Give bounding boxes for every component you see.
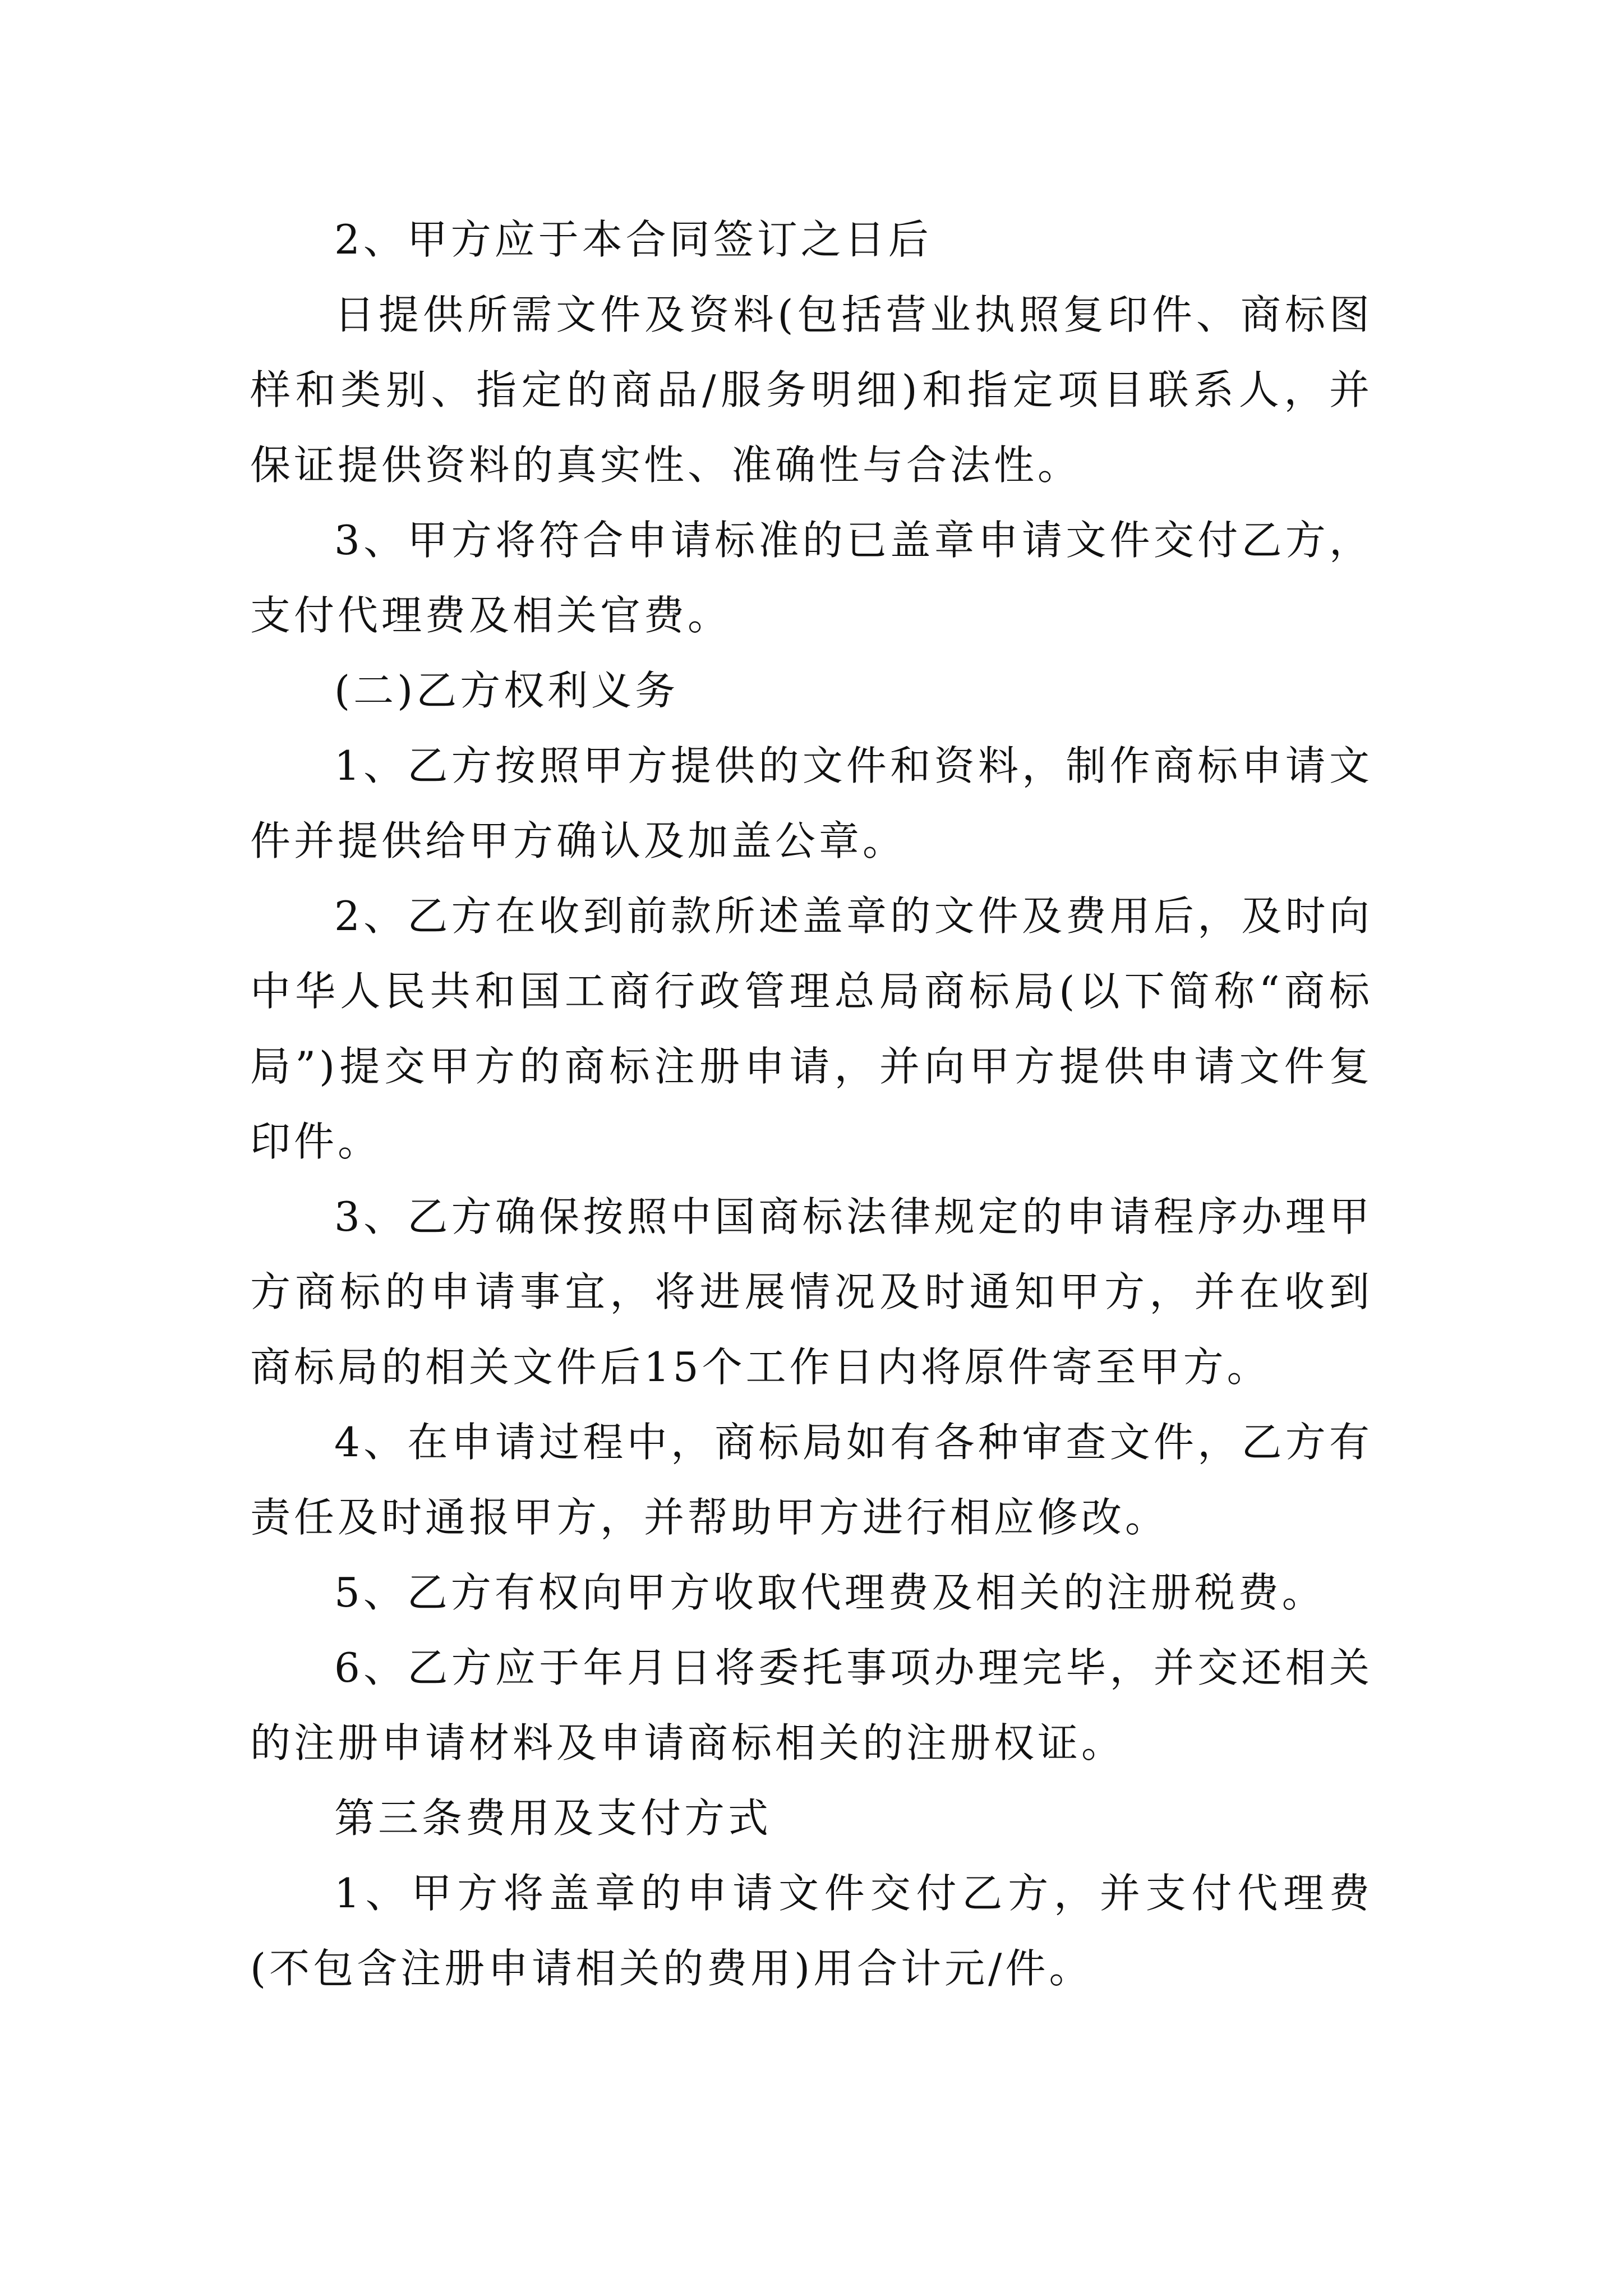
clause-party-b-4: 4、在申请过程中，商标局如有各种审查文件，乙方有责任及时通报甲方，并帮助甲方进行相应修改。 (250, 1419, 1373, 1541)
section-heading-party-b: (二)乙方权利义务 (334, 667, 679, 714)
clause-party-a-2: 2、甲方应于本合同签订之日后 (334, 216, 932, 263)
clause-party-b-2: 2、乙方在收到前款所述盖章的文件及费用后，及时向中华人民共和国工商行政管理总局商标局(以下简称“商标局”)提交甲方的商标注册申请，并向甲方提供申请文件复印件。 (250, 892, 1373, 1165)
article-3-heading: 第三条费用及支付方式 (334, 1795, 772, 1842)
clause-party-b-3: 3、乙方确保按照中国商标法律规定的申请程序办理甲方商标的申请事宜，将进展情况及时通知甲方，并在收到商标局的相关文件后15个工作日内将原件寄至甲方。 (250, 1193, 1373, 1391)
clause-party-b-5: 5、乙方有权向甲方收取代理费及相关的注册税费。 (334, 1569, 1326, 1616)
clause-fees-1: 1、甲方将盖章的申请文件交付乙方，并支付代理费(不包含注册申请相关的费用)用合计元/件。 (250, 1870, 1373, 1992)
clause-party-b-6: 6、乙方应于年月日将委托事项办理完毕，并交还相关的注册申请材料及申请商标相关的注册权证。 (250, 1644, 1373, 1766)
clause-party-a-3: 3、甲方将符合申请标准的已盖章申请文件交付乙方，支付代理费及相关官费。 (250, 517, 1373, 639)
document-body (250, 202, 1373, 2006)
clause-party-b-1: 1、乙方按照甲方提供的文件和资料，制作商标申请文件并提供给甲方确认及加盖公章。 (250, 742, 1373, 864)
clause-party-a-2-continued: 日提供所需文件及资料(包括营业执照复印件、商标图样和类别、指定的商品/服务明细)和指定项目联系人，并保证提供资料的真实性、准确性与合法性。 (250, 291, 1373, 489)
